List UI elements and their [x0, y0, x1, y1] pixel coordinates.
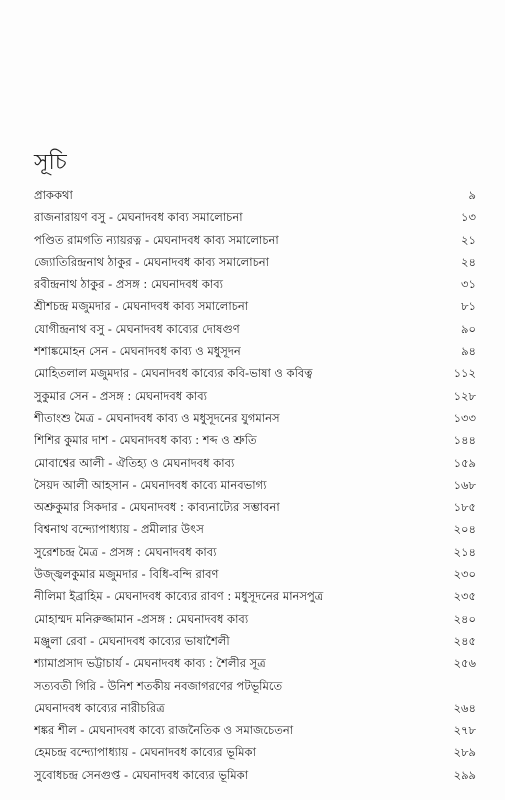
toc-entry — [34, 363, 476, 385]
toc-entry — [34, 430, 476, 452]
toc-entry — [34, 207, 476, 229]
toc-entry-page-number: ১৩ — [461, 210, 476, 225]
toc-entry-page-number: ১৩৩ — [453, 410, 476, 425]
toc-entry-title: মোহাম্মদ মনিরুজ্জামান -প্রসঙ্গ : মেঘনাদবধ কাব্য — [34, 611, 249, 626]
toc-entry-title: প্রাককথা — [34, 188, 73, 202]
toc-entry-page-number: ২০৪ — [453, 522, 476, 537]
toc-entry — [34, 519, 476, 541]
toc-entry-page-number: ২৩০ — [453, 567, 476, 582]
toc-entry-title: মোহিতলাল মজুমদার - মেঘনাদবধ কাব্যের কবি-ভাষা ও কবিত্ব — [34, 366, 313, 381]
toc-entry-title: শঙ্কর শীল - মেঘনাদবধ কাব্যে রাজনৈতিক ও সমাজচেতনা — [34, 723, 294, 738]
toc-entry — [34, 653, 476, 675]
toc-entry — [34, 296, 476, 318]
toc-entry — [34, 453, 476, 475]
toc-entry-title: রবীন্দ্রনাথ ঠাকুর - প্রসঙ্গ : মেঘনাদবধ কাব্য — [34, 277, 223, 292]
toc-entry-page-number: ৯৪ — [461, 344, 476, 359]
toc-entry — [34, 252, 476, 274]
toc-entry-title: শশাঙ্কমোহন সেন - মেঘনাদবধ কাব্য ও মধুসূদন — [34, 344, 241, 359]
toc-entry-page-number: ২৬৪ — [453, 700, 476, 715]
toc-entry-title: শ্রীশচন্দ্র মজুমদার - মেঘনাদবধ কাব্য সমালোচনা — [34, 299, 249, 314]
toc-entry-page-number: ১৬৮ — [453, 477, 476, 492]
toc-entry-title: বিশ্বনাথ বন্দ্যোপাধ্যায় - প্রমীলার উৎস — [34, 522, 204, 537]
toc-entry — [34, 564, 476, 586]
toc-entry-page-number: ৮১ — [461, 299, 476, 314]
toc-entry-title: জ্যোতিরিন্দ্রনাথ ঠাকুর - মেঘনাদবধ কাব্য সমালোচনা — [34, 254, 269, 269]
toc-entry-title: হেমচন্দ্র বন্দ্যোপাধ্যায় - মেঘনাদবধ কাব্যের ভূমিকা — [34, 745, 256, 760]
toc-entry-title: শীতাংশু মৈত্র - মেঘনাদবধ কাব্য ও মধুসূদনের যুগমানস — [34, 410, 280, 425]
toc-entry — [34, 698, 476, 720]
toc-entry-page-number: ২৭৮ — [453, 723, 476, 738]
toc-entry — [34, 497, 476, 519]
toc-entry-page-number: ২৮৯ — [453, 745, 476, 760]
toc-entry-page-number: ৩১ — [461, 277, 476, 292]
toc-entry — [34, 408, 476, 430]
toc-entry — [34, 319, 476, 341]
toc-entry-title: শ্যামাপ্রসাদ ভট্টাচার্য - মেঘনাদবধ কাব্য : শৈলীর সূত্র — [34, 656, 266, 671]
toc-entry-page-number: ২৪০ — [453, 611, 476, 626]
toc-entry — [34, 720, 476, 742]
toc-entry-page-number: ২৩৫ — [453, 589, 476, 604]
toc-entry — [34, 185, 476, 207]
toc-entry — [34, 586, 476, 608]
toc-entry-page-number: ১৪৪ — [453, 433, 476, 448]
toc-entry-title: সুবোধচন্দ্র সেনগুপ্ত - মেঘনাদবধ কাব্যের ভূমিকা — [34, 767, 249, 782]
toc-entry-page-number: ১১২ — [453, 366, 476, 381]
toc-entry-page-number: ১৫৯ — [453, 455, 476, 470]
toc-entry-page-number: ১৮৫ — [453, 500, 476, 515]
toc-entry-title: মঞ্জুলা রেবা - মেঘনাদবধ কাব্যের ভাষাশৈলী — [34, 633, 230, 648]
toc-entry-page-number: ২৪৫ — [453, 633, 476, 648]
toc-entry-title: নীলিমা ইব্রাহিম - মেঘনাদবধ কাব্যের রাবণ : মধুসূদনের মানসপুত্র — [34, 589, 324, 604]
toc-entry-title: মোবাশ্বের আলী - ঐতিহ্য ও মেঘনাদবধ কাব্য — [34, 455, 235, 470]
toc-entry — [34, 386, 476, 408]
toc-entry-title: রাজনারায়ণ বসু - মেঘনাদবধ কাব্য সমালোচনা — [34, 210, 243, 225]
page-title: সূচি — [34, 150, 67, 175]
table-of-contents — [34, 185, 476, 787]
toc-entry — [34, 341, 476, 363]
toc-entry — [34, 542, 476, 564]
toc-entry-title: অশ্রুকুমার সিকদার - মেঘনাদবধ : কাব্যনাট্যের সম্ভাবনা — [34, 500, 280, 515]
toc-entry-page-number: ২৯৯ — [453, 767, 476, 782]
toc-entry — [34, 230, 476, 252]
toc-entry-title: মেঘনাদবধ কাব্যের নারীচরিত্র — [34, 700, 165, 715]
toc-entry-page-number: ৯ — [468, 188, 476, 202]
toc-entry-page-number: ২১ — [461, 232, 476, 247]
toc-entry-page-number: ২৫৬ — [453, 656, 476, 671]
toc-entry — [34, 676, 476, 698]
toc-entry-title: সত্যবতী গিরি - উনিশ শতকীয় নবজাগরণের পটভূমিতে — [34, 678, 283, 693]
toc-entry-page-number: ৯০ — [461, 321, 476, 336]
toc-entry-title: যোগীন্দ্রনাথ বসু - মেঘনাদবধ কাব্যের দোষগুণ — [34, 321, 240, 336]
toc-entry-page-number: ২৪ — [461, 254, 476, 269]
toc-entry — [34, 742, 476, 764]
toc-entry-page-number: ২১৪ — [453, 544, 476, 559]
toc-entry — [34, 765, 476, 787]
toc-entry-page-number: ১২৮ — [453, 388, 476, 403]
toc-entry-title: সুকুমার সেন - প্রসঙ্গ : মেঘনাদবধ কাব্য — [34, 388, 207, 403]
toc-entry-title: সুরেশচন্দ্র মৈত্র - প্রসঙ্গ : মেঘনাদবধ কাব্য — [34, 544, 217, 559]
toc-entry — [34, 631, 476, 653]
toc-entry — [34, 609, 476, 631]
toc-entry — [34, 475, 476, 497]
toc-entry-title: শিশির কুমার দাশ - মেঘনাদবধ কাব্য : শব্দ ও শ্রুতি — [34, 433, 257, 448]
toc-entry-title: পণ্ডিত রামগতি ন্যায়রত্ন - মেঘনাদবধ কাব্য সমালোচনা — [34, 232, 279, 247]
toc-entry — [34, 274, 476, 296]
toc-entry-title: উজ্জ্বলকুমার মজুমদার - বিধি-বন্দি রাবণ — [34, 567, 219, 582]
toc-entry-title: সৈয়দ আলী আহসান - মেঘনাদবধ কাব্যে মানবভাগ্য — [34, 477, 267, 492]
